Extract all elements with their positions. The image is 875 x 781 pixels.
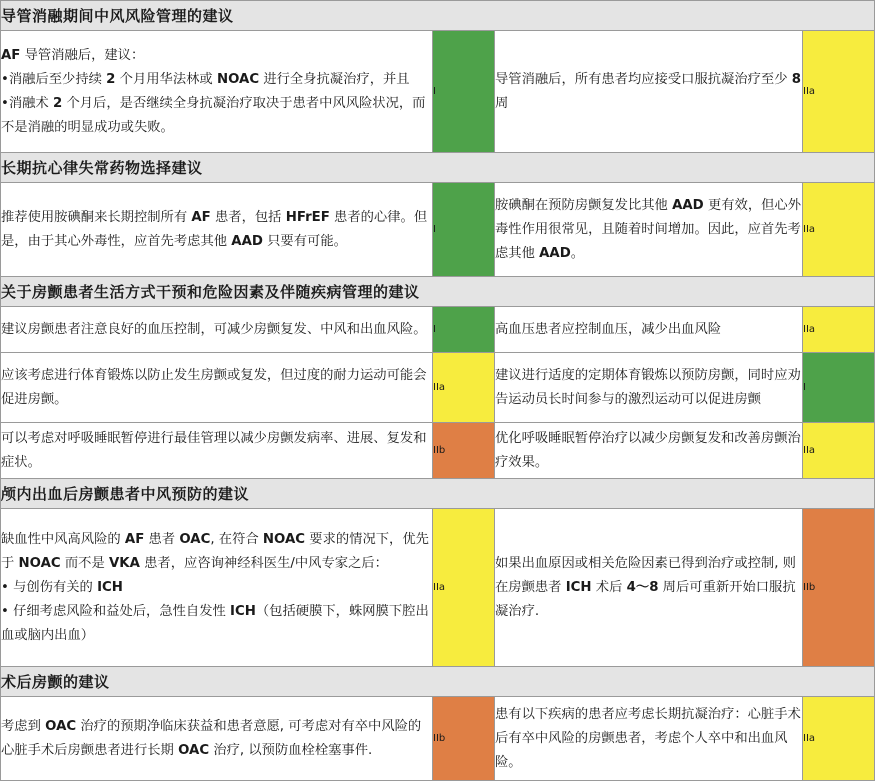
right-evidence-level: I <box>803 353 875 423</box>
section-title: 长期抗心律失常药物选择建议 <box>1 153 875 183</box>
recommendation-row <box>1 31 875 153</box>
left-evidence-level: IIb <box>433 697 495 781</box>
recommendation-line: 优化呼吸睡眠暂停治疗以减少房颤复发和改善房颤治疗效果。 <box>495 430 801 470</box>
recommendation-line: • 仔细考虑风险和益处后，急性自发性 ICH（包括硬膜下，蛛网膜下腔出血或脑内出血） <box>1 603 429 643</box>
right-recommendation-text <box>495 31 803 153</box>
recommendation-line: 导管消融后，所有患者均应接受口服抗凝治疗至少 8 周 <box>495 71 802 111</box>
left-evidence-level: IIa <box>433 353 495 423</box>
section-title: 关于房颤患者生活方式干预和危险因素及伴随疾病管理的建议 <box>1 277 875 307</box>
section-header-row <box>1 1 875 31</box>
left-recommendation-text <box>1 31 433 153</box>
left-evidence-level: I <box>433 183 495 277</box>
recommendation-line: 考虑到 OAC 治疗的预期净临床获益和患者意愿, 可考虑对有卒中风险的心脏手术后房颤患者进行长期 OAC 治疗, 以预防血栓栓塞事件. <box>1 718 422 758</box>
right-evidence-level: IIa <box>803 183 875 277</box>
left-evidence-level: I <box>433 307 495 353</box>
recommendation-line: 缺血性中风高风险的 AF 患者 OAC, 在符合 NOAC 要求的情况下，优先于 NOAC 而不是 VKA 患者，应咨询神经科医生/中风专家之后： <box>1 531 429 571</box>
left-recommendation-text <box>1 697 433 781</box>
right-recommendation-text <box>495 423 803 479</box>
right-recommendation-text <box>495 183 803 277</box>
right-recommendation-text <box>495 353 803 423</box>
right-evidence-level: IIa <box>803 423 875 479</box>
recommendation-row <box>1 509 875 667</box>
left-evidence-level: IIa <box>433 509 495 667</box>
recommendation-line: 可以考虑对呼吸睡眠暂停进行最佳管理以减少房颤发病率、进展、复发和症状。 <box>1 430 427 470</box>
right-evidence-level: IIb <box>803 509 875 667</box>
right-evidence-level: IIa <box>803 31 875 153</box>
right-recommendation-text <box>495 307 803 353</box>
section-title: 颅内出血后房颤患者中风预防的建议 <box>1 479 875 509</box>
left-recommendation-text <box>1 509 433 667</box>
right-recommendation-text <box>495 509 803 667</box>
section-title: 术后房颤的建议 <box>1 667 875 697</box>
recommendation-line: AF 导管消融后，建议： <box>1 47 145 63</box>
left-recommendation-text <box>1 183 433 277</box>
recommendation-row <box>1 183 875 277</box>
left-evidence-level: IIb <box>433 423 495 479</box>
right-recommendation-text <box>495 697 803 781</box>
right-evidence-level: IIa <box>803 307 875 353</box>
recommendation-row <box>1 423 875 479</box>
left-recommendation-text <box>1 423 433 479</box>
recommendation-line: 患有以下疾病的患者应考虑长期抗凝治疗：心脏手术后有卒中风险的房颤患者，考虑个人卒中和出血风险。 <box>495 706 801 770</box>
recommendation-line: 如果出血原因或相关危险因素已得到治疗或控制, 则在房颤患者 ICH 术后 4～8 周后可重新开始口服抗凝治疗. <box>495 555 796 619</box>
recommendation-line: 推荐使用胺碘酮来长期控制所有 AF 患者，包括 HFrEF 患者的心律。但是，由于其心外毒性，应首先考虑其他 AAD 只要有可能。 <box>1 209 428 249</box>
recommendation-line: 建议房颤患者注意良好的血压控制，可减少房颤复发、中风和出血风险。 <box>1 321 427 337</box>
recommendation-line: 胺碘酮在预防房颤复发比其他 AAD 更有效，但心外毒性作用很常见，且随着时间增加。因此，应首先考虑其他 AAD。 <box>495 197 802 261</box>
recommendation-line: 建议进行适度的定期体育锻炼以预防房颤，同时应劝告运动员长时间参与的激烈运动可以促进房颤 <box>495 367 801 407</box>
left-recommendation-text <box>1 353 433 423</box>
recommendation-line: •消融术 2 个月后，是否继续全身抗凝治疗取决于患者中风风险状况，而不是消融的明显成功或失败。 <box>1 95 426 135</box>
section-title: 导管消融期间中风风险管理的建议 <box>1 1 875 31</box>
recommendation-row <box>1 307 875 353</box>
recommendation-line: 应该考虑进行体育锻炼以防止发生房颤或复发，但过度的耐力运动可能会促进房颤。 <box>1 367 427 407</box>
left-evidence-level: I <box>433 31 495 153</box>
recommendation-line: • 与创伤有关的 ICH <box>1 579 123 595</box>
right-evidence-level: IIa <box>803 697 875 781</box>
section-header-row <box>1 153 875 183</box>
recommendation-line: •消融后至少持续 2 个月用华法林或 NOAC 进行全身抗凝治疗，并且 <box>1 71 410 87</box>
section-header-row <box>1 277 875 307</box>
section-header-row <box>1 667 875 697</box>
recommendation-line: 高血压患者应控制血压，减少出血风险 <box>495 321 722 337</box>
recommendation-row <box>1 697 875 781</box>
recommendation-row <box>1 353 875 423</box>
section-header-row <box>1 479 875 509</box>
left-recommendation-text <box>1 307 433 353</box>
